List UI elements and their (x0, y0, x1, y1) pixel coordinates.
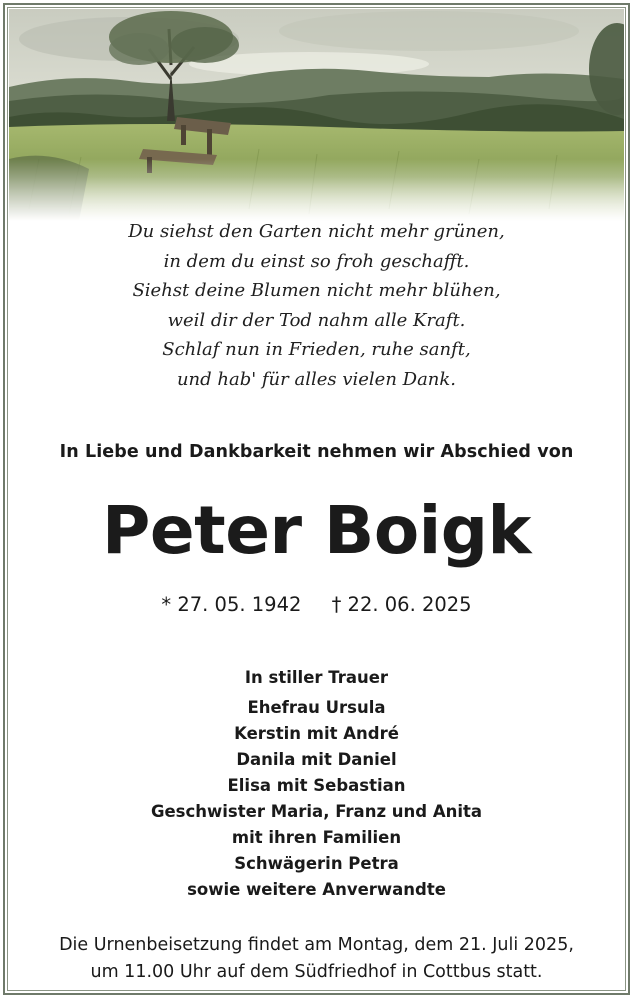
funeral-line: Die Urnenbeisetzung findet am Montag, dem 21. Juli 2025, (59, 935, 574, 955)
funeral-notice (5, 932, 628, 986)
poem-line: und hab' für alles vielen Dank. (176, 368, 457, 390)
mourner-entry: Ehefrau Ursula (247, 698, 386, 717)
landscape-photo (9, 9, 624, 221)
deceased-name: Peter Boigk (102, 492, 531, 569)
mourners-list (5, 665, 628, 903)
mourner-entry: Elisa mit Sebastian (227, 776, 406, 795)
poem-line: in dem du einst so froh geschafft. (163, 250, 470, 272)
birth-date: * 27. 05. 1942 (161, 593, 302, 616)
mourner-entry: Kerstin mit André (234, 724, 399, 743)
mourner-entry: sowie weitere Anverwandte (187, 880, 446, 899)
funeral-line: um 11.00 Uhr auf dem Südfriedhof in Cottbus statt. (90, 962, 543, 982)
mourner-entry: Danila mit Daniel (236, 750, 397, 769)
poem-line: Siehst deine Blumen nicht mehr blühen, (132, 280, 501, 301)
poem (5, 217, 628, 394)
poem-line: Du siehst den Garten nicht mehr grünen, (128, 221, 505, 242)
life-dates (5, 593, 628, 616)
death-date: † 22. 06. 2025 (331, 593, 472, 616)
mourners-heading: In stiller Trauer (244, 668, 389, 687)
mourner-entry: Geschwister Maria, Franz und Anita (150, 802, 483, 821)
mourner-entry: mit ihren Familien (231, 828, 402, 847)
farewell-intro: In Liebe und Dankbarkeit nehmen wir Abschied von (59, 442, 574, 462)
poem-line: Schlaf nun in Frieden, ruhe sanft, (162, 339, 471, 360)
obituary-frame (3, 3, 630, 995)
mourner-entry: Schwägerin Petra (234, 854, 399, 873)
poem-line: weil dir der Tod nahm alle Kraft. (167, 309, 466, 331)
